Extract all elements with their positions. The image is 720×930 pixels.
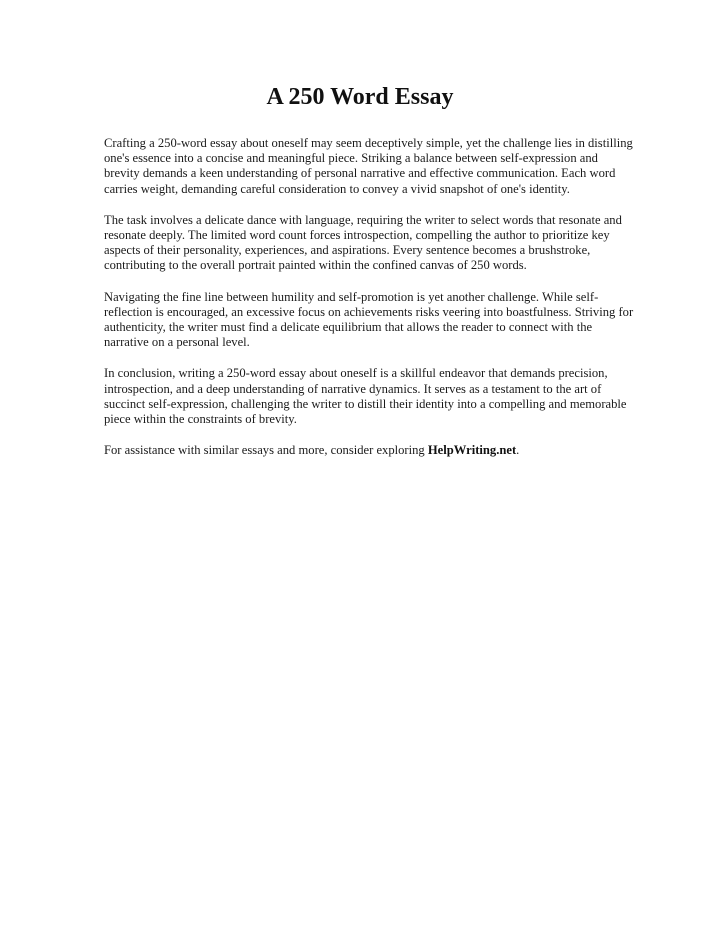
document-body (104, 136, 636, 458)
paragraph-4: In conclusion, writing a 250-word essay about oneself is a skillful endeavor that demands precision, introspection, and a deep understanding of narrative dynamics. It serves as a testament to the art of succinct self-expression, challenging the writer to distill their identity into a compelling and memorable piece within the constraints of brevity. (104, 366, 627, 427)
document-title: A 250 Word Essay (266, 84, 454, 110)
helpwriting-link[interactable]: HelpWriting.net (427, 443, 517, 458)
footer-suffix: . (516, 443, 520, 458)
paragraph-2: The task involves a delicate dance with language, requiring the writer to select words that resonate and resonate deeply. The limited word count forces introspection, compelling the author to prioritize key aspects of their personality, experiences, and aspirations. Every sentence becomes a brushstroke, contributing to the overall portrait painted within the confined canvas of 250 words. (104, 212, 622, 273)
paragraph-3: Navigating the fine line between humility and self-promotion is yet another challenge. While self-reflection is encouraged, an excessive focus on achievements risks veering into boastfulness. Striving for authenticity, the writer must find a delicate equilibrium that allows the reader to connect with the narrative on a personal level. (104, 289, 634, 350)
footer-text: For assistance with similar essays and more, consider exploring (104, 443, 428, 458)
footer-line (104, 443, 636, 458)
paragraph-1: Crafting a 250-word essay about oneself may seem deceptively simple, yet the challenge lies in distilling one's essence into a concise and meaningful piece. Striking a balance between self-expression and brevity demands a keen understanding of personal narrative and effective communication. Each word carries weight, demanding careful consideration to convey a vivid snapshot of one's identity. (104, 136, 633, 196)
